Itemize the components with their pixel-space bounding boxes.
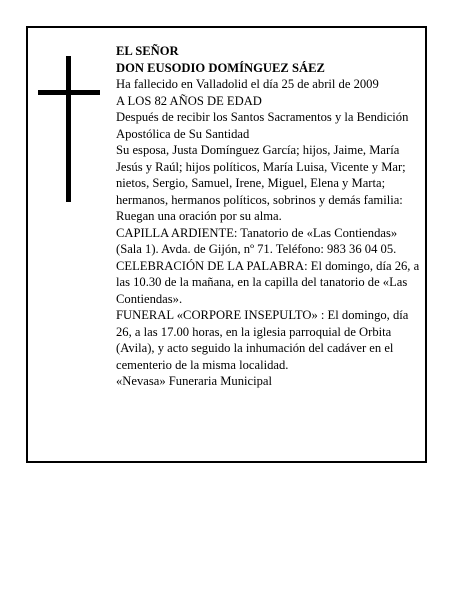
cross-icon [38,56,100,202]
funeral-paragraph: FUNERAL «CORPORE INSEPULTO» : El domingo, día 26, a las 17.00 horas, en la iglesia parroquial de Orbita (Avila), y acto seguido la inhumación del cadáver en el cementerio de la misma localidad. [116,308,409,372]
sacraments-paragraph: Después de recibir los Santos Sacramentos y la Bendición Apostólica de Su Santidad [116,110,409,141]
age-line: A LOS 82 AÑOS DE EDAD [116,93,262,108]
prayer-line: Ruegan una oración por su alma. [116,209,282,223]
title-line-1: EL SEÑOR [116,44,179,58]
obituary-text [116,43,426,390]
family-paragraph: Su esposa, Justa Domínguez García; hijos, Jaime, María Jesús y Raúl; hijos políticos, María Luisa, Vicente y Mar; nietos, Sergio, Samuel, Irene, Miguel, Elena y Marta; hermanos, hermanos políticos, sobrinos y demás familia: [116,143,406,207]
celebracion-paragraph: CELEBRACIÓN DE LA PALABRA: El domingo, día 26, a las 10.30 de la mañana, en la capilla del tanatorio de «Las Contiendas». [116,258,420,306]
funeraria-line: «Nevasa» Funeraria Municipal [116,374,272,388]
death-statement: Ha fallecido en Valladolid el día 25 de abril de 2009 [116,77,379,91]
capilla-paragraph: CAPILLA ARDIENTE: Tanatorio de «Las Contiendas» (Sala 1). Avda. de Gijón, nº 71. Teléfono: 983 36 04 05. [116,225,398,256]
deceased-name: DON EUSODIO DOMÍNGUEZ SÁEZ [116,60,325,75]
obituary-card [26,26,427,463]
